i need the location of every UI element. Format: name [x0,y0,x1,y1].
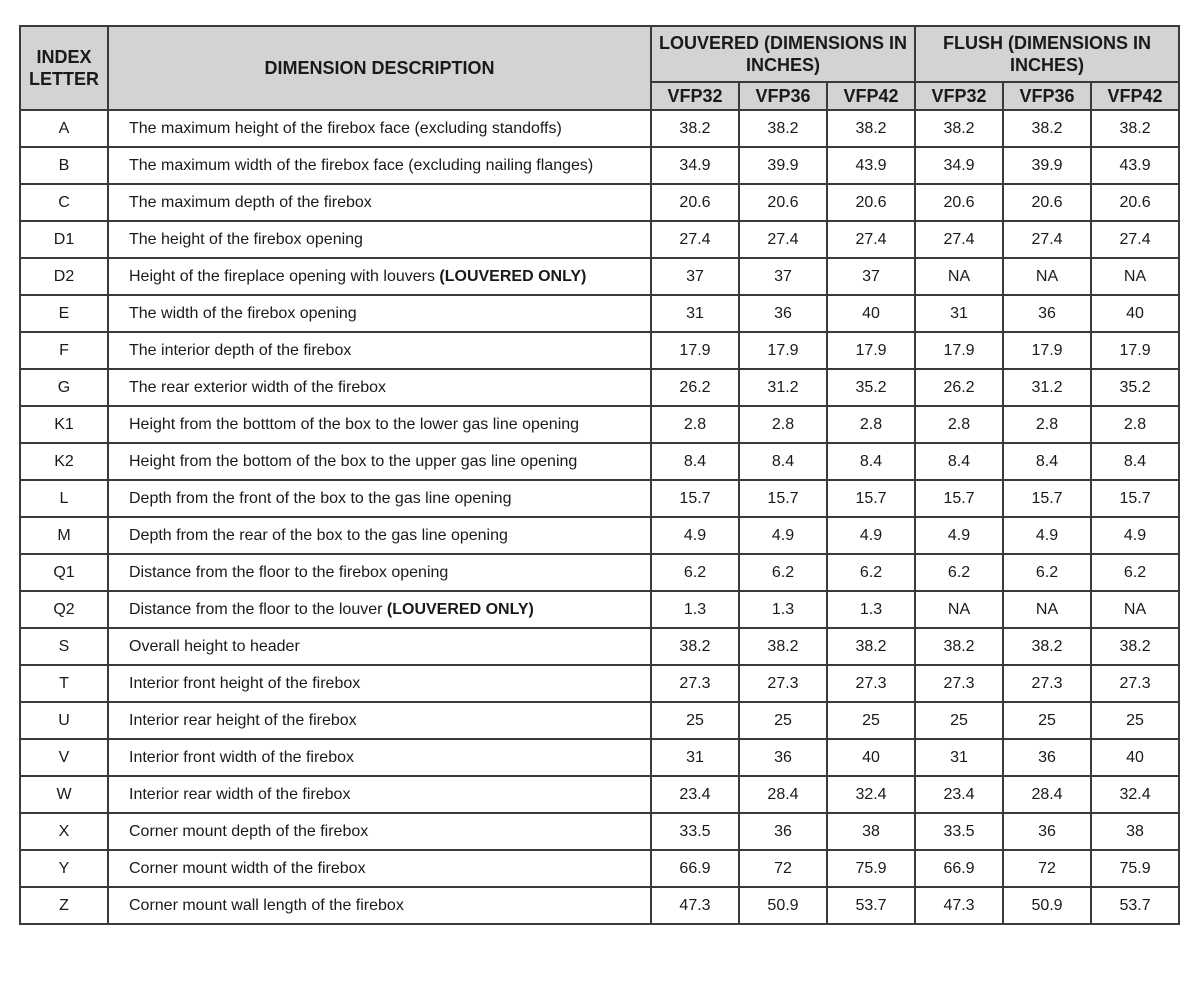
value-cell: 27.4 [827,221,915,258]
value-cell: 31.2 [1003,369,1091,406]
description-text: Interior front width of the firebox [129,748,354,766]
value-cell: 36 [1003,813,1091,850]
value-cell: 6.2 [1003,554,1091,591]
index-letter-cell: G [20,369,108,406]
value-cell: 17.9 [1091,332,1179,369]
index-letter-cell: E [20,295,108,332]
value-cell: 38.2 [827,628,915,665]
value-cell: 38.2 [1091,110,1179,147]
description-cell [108,813,651,850]
value-cell: NA [1003,258,1091,295]
louvered-group-header: LOUVERED (DIMENSIONS IN INCHES) [651,26,915,82]
description-text: Depth from the rear of the box to the gas line opening [129,526,508,544]
description-text: The interior depth of the firebox [129,341,352,359]
value-cell: 15.7 [827,480,915,517]
value-cell: 4.9 [1003,517,1091,554]
description-cell [108,184,651,221]
value-cell: 27.3 [827,665,915,702]
value-cell: 39.9 [739,147,827,184]
description-cell [108,702,651,739]
index-letter-cell: M [20,517,108,554]
table-row [20,554,1179,591]
description-cell [108,665,651,702]
value-cell: 38.2 [651,110,739,147]
value-cell: 31 [915,739,1003,776]
description-text: The maximum height of the firebox face (excluding standoffs) [129,119,562,137]
value-cell: 38.2 [827,110,915,147]
table-row [20,739,1179,776]
value-cell: 2.8 [1003,406,1091,443]
value-cell: 27.3 [915,665,1003,702]
value-cell: 20.6 [827,184,915,221]
value-cell: 6.2 [739,554,827,591]
value-cell: 31.2 [739,369,827,406]
value-cell: 15.7 [1091,480,1179,517]
value-cell: 36 [1003,739,1091,776]
value-cell: 36 [739,813,827,850]
value-cell: 33.5 [915,813,1003,850]
value-cell: 4.9 [915,517,1003,554]
value-cell: 35.2 [827,369,915,406]
value-cell: 2.8 [915,406,1003,443]
description-cell [108,554,651,591]
description-text: Height from the bottom of the box to the upper gas line opening [129,452,578,470]
value-cell: 50.9 [1003,887,1091,924]
value-cell: 27.3 [651,665,739,702]
value-cell: 8.4 [915,443,1003,480]
index-letter-cell: C [20,184,108,221]
value-cell: 8.4 [1003,443,1091,480]
index-letter-cell: Z [20,887,108,924]
value-cell: 8.4 [827,443,915,480]
value-cell: 75.9 [827,850,915,887]
value-cell: 27.4 [651,221,739,258]
index-letter-cell: V [20,739,108,776]
table-row [20,665,1179,702]
description-text: The width of the firebox opening [129,304,357,322]
description-cell [108,110,651,147]
value-cell: 25 [1003,702,1091,739]
index-letter-cell: Q2 [20,591,108,628]
model-header-louvered-vfp32: VFP32 [651,82,739,110]
value-cell: 4.9 [739,517,827,554]
value-cell: 43.9 [827,147,915,184]
index-letter-cell: K1 [20,406,108,443]
value-cell: 36 [739,295,827,332]
flush-group-header: FLUSH (DIMENSIONS IN INCHES) [915,26,1179,82]
table-row [20,628,1179,665]
dimensions-table [19,25,1180,925]
table-row [20,406,1179,443]
value-cell: 75.9 [1091,850,1179,887]
value-cell: 37 [651,258,739,295]
value-cell: 23.4 [651,776,739,813]
description-text: Overall height to header [129,637,300,655]
value-cell: 1.3 [739,591,827,628]
table-row [20,147,1179,184]
value-cell: 47.3 [915,887,1003,924]
description-text: Corner mount width of the firebox [129,859,366,877]
value-cell: 20.6 [739,184,827,221]
value-cell: 36 [1003,295,1091,332]
table-row [20,295,1179,332]
index-letter-cell: F [20,332,108,369]
value-cell: 17.9 [739,332,827,369]
value-cell: 47.3 [651,887,739,924]
index-letter-cell: B [20,147,108,184]
description-text: Corner mount depth of the firebox [129,822,369,840]
index-letter-header: INDEX LETTER [20,26,108,110]
value-cell: 2.8 [1091,406,1179,443]
value-cell: 8.4 [651,443,739,480]
value-cell: NA [1091,258,1179,295]
value-cell: 66.9 [651,850,739,887]
value-cell: 31 [651,295,739,332]
table-row [20,591,1179,628]
description-text: Distance from the floor to the firebox opening [129,563,449,581]
index-letter-cell: U [20,702,108,739]
value-cell: 40 [827,739,915,776]
value-cell: NA [915,258,1003,295]
value-cell: 34.9 [915,147,1003,184]
description-cell [108,332,651,369]
value-cell: 37 [739,258,827,295]
value-cell: 38.2 [915,110,1003,147]
description-text: The rear exterior width of the firebox [129,378,387,396]
value-cell: 38 [827,813,915,850]
value-cell: 35.2 [1091,369,1179,406]
value-cell: 66.9 [915,850,1003,887]
description-text: Depth from the front of the box to the gas line opening [129,489,512,507]
index-letter-cell: K2 [20,443,108,480]
value-cell: 2.8 [739,406,827,443]
description-header: DIMENSION DESCRIPTION [108,26,651,110]
description-cell [108,369,651,406]
value-cell: 38.2 [739,628,827,665]
table-row [20,480,1179,517]
index-letter-cell: T [20,665,108,702]
value-cell: 15.7 [739,480,827,517]
table-row [20,258,1179,295]
table-row [20,184,1179,221]
index-letter-cell: X [20,813,108,850]
model-header-flush-vfp36: VFP36 [1003,82,1091,110]
description-cell [108,850,651,887]
model-header-louvered-vfp36: VFP36 [739,82,827,110]
value-cell: 38 [1091,813,1179,850]
value-cell: 20.6 [1091,184,1179,221]
value-cell: 6.2 [915,554,1003,591]
description-text: Interior rear width of the firebox [129,785,351,803]
description-text: Height of the fireplace opening with louvers [129,267,440,285]
index-letter-cell: Q1 [20,554,108,591]
value-cell: 25 [651,702,739,739]
value-cell: 31 [915,295,1003,332]
table-row [20,850,1179,887]
table-row [20,776,1179,813]
description-cell [108,295,651,332]
index-letter-cell: L [20,480,108,517]
value-cell: 15.7 [651,480,739,517]
description-cell [108,517,651,554]
description-text: Interior rear height of the firebox [129,711,357,729]
value-cell: 25 [1091,702,1179,739]
value-cell: 27.4 [1003,221,1091,258]
value-cell: 37 [827,258,915,295]
description-text: The height of the firebox opening [129,230,363,248]
model-header-flush-vfp42: VFP42 [1091,82,1179,110]
value-cell: 43.9 [1091,147,1179,184]
value-cell: 20.6 [1003,184,1091,221]
value-cell: 20.6 [915,184,1003,221]
value-cell: 40 [1091,295,1179,332]
value-cell: 17.9 [1003,332,1091,369]
description-text: The maximum width of the firebox face (excluding nailing flanges) [129,156,594,174]
value-cell: 32.4 [1091,776,1179,813]
value-cell: 28.4 [739,776,827,813]
value-cell: 72 [739,850,827,887]
value-cell: 25 [739,702,827,739]
description-cell [108,628,651,665]
value-cell: 17.9 [827,332,915,369]
header-row-groups [20,26,1179,82]
value-cell: NA [915,591,1003,628]
value-cell: 33.5 [651,813,739,850]
value-cell: 26.2 [651,369,739,406]
value-cell: 15.7 [1003,480,1091,517]
description-cell [108,480,651,517]
value-cell: 27.3 [1003,665,1091,702]
value-cell: 27.4 [739,221,827,258]
value-cell: 40 [1091,739,1179,776]
value-cell: 6.2 [1091,554,1179,591]
description-note: (LOUVERED ONLY) [386,600,534,618]
value-cell: 25 [915,702,1003,739]
value-cell: 72 [1003,850,1091,887]
model-header-louvered-vfp42: VFP42 [827,82,915,110]
value-cell: 17.9 [651,332,739,369]
value-cell: 1.3 [651,591,739,628]
value-cell: 36 [739,739,827,776]
value-cell: NA [1003,591,1091,628]
value-cell: 6.2 [651,554,739,591]
model-header-flush-vfp32: VFP32 [915,82,1003,110]
table-row [20,369,1179,406]
index-letter-cell: Y [20,850,108,887]
table-row [20,517,1179,554]
value-cell: 2.8 [651,406,739,443]
description-text: The maximum depth of the firebox [129,193,372,211]
value-cell: 4.9 [651,517,739,554]
value-cell: 38.2 [915,628,1003,665]
description-cell [108,887,651,924]
description-cell [108,221,651,258]
index-letter-cell: D2 [20,258,108,295]
value-cell: 23.4 [915,776,1003,813]
value-cell: 20.6 [651,184,739,221]
description-cell [108,443,651,480]
value-cell: 32.4 [827,776,915,813]
value-cell: 27.3 [739,665,827,702]
index-letter-cell: D1 [20,221,108,258]
value-cell: 17.9 [915,332,1003,369]
value-cell: 8.4 [1091,443,1179,480]
table-header [20,26,1179,110]
value-cell: 40 [827,295,915,332]
value-cell: 53.7 [827,887,915,924]
value-cell: 53.7 [1091,887,1179,924]
table-body [20,110,1179,924]
value-cell: 38.2 [1091,628,1179,665]
table-row [20,813,1179,850]
value-cell: 25 [827,702,915,739]
value-cell: 8.4 [739,443,827,480]
value-cell: 28.4 [1003,776,1091,813]
table-row [20,887,1179,924]
description-cell [108,776,651,813]
value-cell: 38.2 [739,110,827,147]
description-cell [108,406,651,443]
table-row [20,332,1179,369]
description-text: Distance from the floor to the louver [129,600,387,618]
value-cell: 6.2 [827,554,915,591]
table-row [20,110,1179,147]
value-cell: 38.2 [1003,110,1091,147]
value-cell: 38.2 [1003,628,1091,665]
value-cell: 34.9 [651,147,739,184]
value-cell: 39.9 [1003,147,1091,184]
table-row [20,221,1179,258]
description-text: Height from the botttom of the box to the lower gas line opening [129,415,580,433]
value-cell: 27.4 [915,221,1003,258]
value-cell: NA [1091,591,1179,628]
index-letter-cell: W [20,776,108,813]
value-cell: 1.3 [827,591,915,628]
value-cell: 27.4 [1091,221,1179,258]
table-row [20,702,1179,739]
value-cell: 50.9 [739,887,827,924]
index-letter-cell: A [20,110,108,147]
table-row [20,443,1179,480]
value-cell: 2.8 [827,406,915,443]
value-cell: 31 [651,739,739,776]
description-cell [108,591,651,628]
value-cell: 27.3 [1091,665,1179,702]
description-text: Corner mount wall length of the firebox [129,896,404,914]
value-cell: 4.9 [1091,517,1179,554]
description-note: (LOUVERED ONLY) [439,267,587,285]
description-cell [108,258,651,295]
value-cell: 26.2 [915,369,1003,406]
index-letter-cell: S [20,628,108,665]
value-cell: 38.2 [651,628,739,665]
value-cell: 15.7 [915,480,1003,517]
value-cell: 4.9 [827,517,915,554]
description-text: Interior front height of the firebox [129,674,361,692]
description-cell [108,739,651,776]
description-cell [108,147,651,184]
